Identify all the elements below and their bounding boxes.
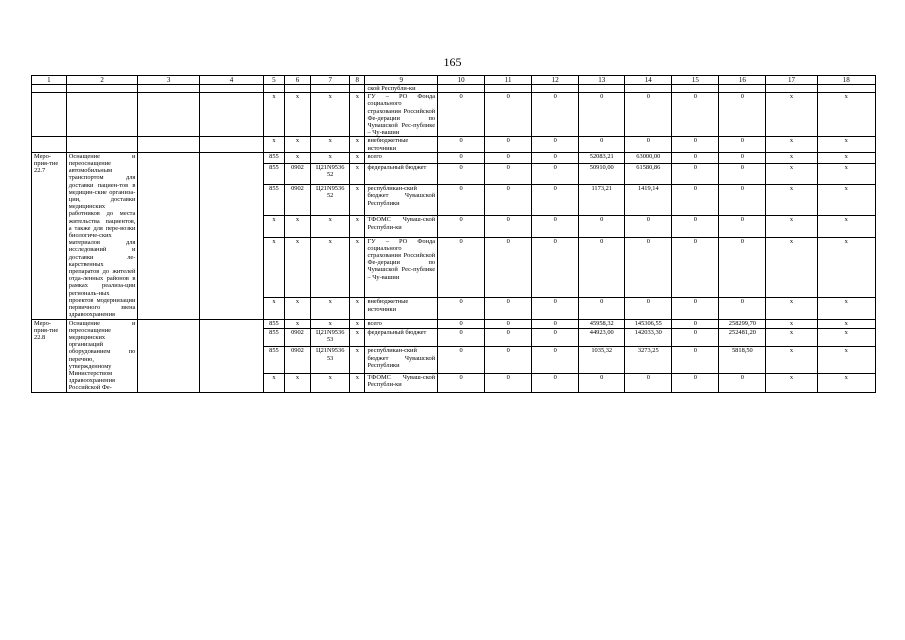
table-cell: x — [766, 93, 817, 137]
table-cell: x — [311, 319, 350, 329]
funding-source: ТФОМС Чуваш-ской Республи-ки — [365, 374, 438, 392]
table-cell: 0 — [719, 137, 766, 152]
table-cell: 0 — [625, 298, 672, 319]
table-cell — [766, 85, 817, 93]
table-cell: 855 — [264, 164, 284, 185]
table-row — [32, 137, 876, 152]
table-cell: 0 — [485, 185, 532, 216]
table-cell: 0 — [579, 137, 625, 152]
table-cell: 855 — [264, 319, 284, 329]
table-cell — [264, 85, 284, 93]
table-cell: x — [817, 137, 875, 152]
table-cell: 0 — [719, 298, 766, 319]
table-cell: x — [766, 152, 817, 163]
table-cell: x — [350, 237, 365, 298]
table-cell: 0 — [625, 137, 672, 152]
table-cell: 0 — [672, 152, 719, 163]
table-cell: x — [766, 319, 817, 329]
table-cell: 5818,50 — [719, 347, 766, 374]
table-cell — [138, 319, 199, 392]
table-cell — [438, 85, 485, 93]
column-header: 4 — [199, 76, 263, 85]
table-cell: x — [817, 152, 875, 163]
table-cell: 0 — [719, 164, 766, 185]
column-header: 16 — [719, 76, 766, 85]
table-cell: 0 — [532, 298, 579, 319]
table-cell: 0 — [485, 319, 532, 329]
column-header: 9 — [365, 76, 438, 85]
table-cell: 0 — [438, 137, 485, 152]
table-cell: 0 — [485, 329, 532, 347]
table-cell: 0 — [485, 137, 532, 152]
table-cell: 0 — [672, 93, 719, 137]
table-cell — [485, 85, 532, 93]
funding-source: внебюджетные источники — [365, 137, 438, 152]
table-cell: 0 — [579, 93, 625, 137]
table-cell: 0 — [532, 329, 579, 347]
table-cell: x — [311, 216, 350, 237]
column-header: 15 — [672, 76, 719, 85]
table-cell: x — [264, 298, 284, 319]
table-cell: x — [766, 374, 817, 392]
table-cell: 0 — [485, 164, 532, 185]
table-cell — [284, 85, 311, 93]
measure-label: Меро-прия-тие 22.8 — [32, 319, 67, 392]
measure-description: Оснащение и переоснащение автомобильным транспортом для доставки пациен-тов в медицин-ские организа-ции, доставки медицинских работников до места жительства пациентов, а также для пере-возки биологиче-ских материалов для исследований и доставки ле-карственных препаратов до жителей отда-ленных районов в рамках реализа-ции региональ-ных проектов модернизации первичного звена здравоохранения — [66, 152, 138, 319]
table-cell — [579, 85, 625, 93]
table-cell: 145306,55 — [625, 319, 672, 329]
table-cell — [138, 85, 199, 93]
table-cell: x — [817, 374, 875, 392]
table-cell: 0 — [438, 319, 485, 329]
table-cell: x — [766, 216, 817, 237]
table-cell: 0 — [672, 374, 719, 392]
table-cell: 0 — [438, 374, 485, 392]
table-cell — [199, 85, 263, 93]
column-header: 13 — [579, 76, 625, 85]
table-cell — [199, 137, 263, 152]
table-cell: x — [350, 152, 365, 163]
table-cell: x — [284, 137, 311, 152]
table-cell: 855 — [264, 152, 284, 163]
table-cell: 0 — [625, 237, 672, 298]
table-cell: 0 — [438, 347, 485, 374]
table-cell: x — [817, 164, 875, 185]
table-cell: 0 — [438, 164, 485, 185]
table-cell: x — [311, 374, 350, 392]
table-cell: 0 — [719, 93, 766, 137]
table-cell: 0 — [485, 347, 532, 374]
table-cell: 45958,32 — [579, 319, 625, 329]
column-header: 5 — [264, 76, 284, 85]
table-cell — [138, 152, 199, 319]
table-cell: 0 — [532, 93, 579, 137]
table-cell — [199, 152, 263, 319]
table-cell: 0 — [625, 216, 672, 237]
table-cell: 0 — [532, 319, 579, 329]
table-cell: 0 — [719, 237, 766, 298]
table-cell: 0 — [672, 185, 719, 216]
funding-source: ГУ – РО Фонда социального страхования Российской Фе-дерации по Чувашской Рес-публике – Чу-вашии — [365, 93, 438, 137]
table-cell — [532, 85, 579, 93]
table-cell: x — [766, 137, 817, 152]
table-cell: 3273,25 — [625, 347, 672, 374]
column-header: 18 — [817, 76, 875, 85]
column-header: 3 — [138, 76, 199, 85]
column-header: 11 — [485, 76, 532, 85]
table-cell: x — [284, 298, 311, 319]
table-cell: x — [350, 216, 365, 237]
table-cell: x — [766, 164, 817, 185]
table-cell: 0 — [672, 298, 719, 319]
measure-description: Оснащение и переоснащение медицинских организаций оборудованием по перечню, утвержденному Министерством здравоохранения Российской Фе- — [66, 319, 138, 392]
table-row — [32, 85, 876, 93]
table-cell — [66, 137, 138, 152]
table-cell: 0 — [438, 329, 485, 347]
funding-source: всего — [365, 319, 438, 329]
table-cell — [66, 85, 138, 93]
table-cell: 0 — [672, 216, 719, 237]
funding-source: республикан-ский бюджет Чувашской Республики — [365, 185, 438, 216]
table-cell: 50910,00 — [579, 164, 625, 185]
table-cell: x — [264, 216, 284, 237]
table-cell: 0 — [579, 216, 625, 237]
column-header: 17 — [766, 76, 817, 85]
table-cell: x — [264, 374, 284, 392]
table-cell: 61580,86 — [625, 164, 672, 185]
table-row — [32, 152, 876, 163]
table-cell: x — [311, 298, 350, 319]
table-cell: x — [766, 185, 817, 216]
table-cell: 0902 — [284, 347, 311, 374]
table-cell: x — [350, 319, 365, 329]
table-cell: x — [817, 216, 875, 237]
table-cell: 0 — [579, 237, 625, 298]
table-cell: 0 — [485, 93, 532, 137]
table-cell: x — [311, 93, 350, 137]
table-cell: Ц21N9536 53 — [311, 329, 350, 347]
table-cell: 0 — [719, 185, 766, 216]
table-cell: 0 — [672, 319, 719, 329]
table-cell — [32, 85, 67, 93]
table-cell: x — [284, 374, 311, 392]
table-cell: 0 — [438, 216, 485, 237]
table-cell: 855 — [264, 329, 284, 347]
table-cell — [625, 85, 672, 93]
table-cell: 0 — [579, 298, 625, 319]
table-cell: 0 — [438, 298, 485, 319]
column-header: 12 — [532, 76, 579, 85]
table-cell: 0 — [485, 152, 532, 163]
table-cell: 0 — [719, 374, 766, 392]
table-cell: 0 — [672, 137, 719, 152]
table-cell — [350, 85, 365, 93]
table-cell — [672, 85, 719, 93]
table-cell: 0 — [438, 185, 485, 216]
table-cell: 44923,00 — [579, 329, 625, 347]
table-cell: 0 — [485, 237, 532, 298]
funding-source: федеральный бюджет — [365, 329, 438, 347]
table-cell: 0902 — [284, 329, 311, 347]
table-cell: x — [817, 347, 875, 374]
table-cell: x — [350, 374, 365, 392]
table-cell: x — [350, 93, 365, 137]
table-cell: 0 — [672, 237, 719, 298]
table-cell: x — [311, 237, 350, 298]
column-header: 2 — [66, 76, 138, 85]
table-cell — [817, 85, 875, 93]
table-cell: x — [311, 152, 350, 163]
table-cell: Ц21N9536 52 — [311, 185, 350, 216]
table-cell: 0 — [532, 137, 579, 152]
funding-source: ТФОМС Чуваш-ской Республи-ки — [365, 216, 438, 237]
table-cell: 0 — [532, 185, 579, 216]
table-cell: x — [350, 347, 365, 374]
table-cell — [311, 85, 350, 93]
table-cell: Ц21N9536 53 — [311, 347, 350, 374]
table-cell: x — [264, 137, 284, 152]
funding-source: федеральный бюджет — [365, 164, 438, 185]
table-cell — [199, 319, 263, 392]
table-cell: 1173,21 — [579, 185, 625, 216]
table-cell: 0 — [625, 93, 672, 137]
column-header: 14 — [625, 76, 672, 85]
table-cell: 258299,70 — [719, 319, 766, 329]
table-cell: 0 — [625, 374, 672, 392]
table-cell — [138, 93, 199, 137]
table-cell: x — [284, 216, 311, 237]
table-cell: 0 — [438, 152, 485, 163]
table-cell: x — [817, 329, 875, 347]
table-cell: 855 — [264, 185, 284, 216]
table-cell: 0902 — [284, 185, 311, 216]
column-header: 7 — [311, 76, 350, 85]
table-cell: 52083,21 — [579, 152, 625, 163]
page-number: 165 — [443, 55, 462, 69]
table-cell: 252481,20 — [719, 329, 766, 347]
column-header: 8 — [350, 76, 365, 85]
table-row — [32, 93, 876, 137]
table-cell: 855 — [264, 347, 284, 374]
table-cell: 0 — [438, 93, 485, 137]
table-cell: 0 — [532, 216, 579, 237]
table-cell: x — [766, 347, 817, 374]
table-cell: 0 — [719, 216, 766, 237]
table-cell: x — [311, 137, 350, 152]
table-cell: 0 — [532, 374, 579, 392]
table-cell: 0 — [532, 347, 579, 374]
table-cell — [32, 93, 67, 137]
table-cell — [199, 93, 263, 137]
table-cell: x — [350, 137, 365, 152]
table-cell: Ц21N9536 52 — [311, 164, 350, 185]
table-cell: 1035,32 — [579, 347, 625, 374]
table-cell: 0 — [672, 164, 719, 185]
table-cell: x — [284, 319, 311, 329]
table-cell: 0902 — [284, 164, 311, 185]
table-cell: 0 — [579, 374, 625, 392]
table-cell: 0 — [485, 216, 532, 237]
table-cell: x — [766, 298, 817, 319]
table-cell — [32, 137, 67, 152]
table-cell: 0 — [672, 329, 719, 347]
table-cell — [719, 85, 766, 93]
header-row — [32, 76, 876, 85]
funding-source: ской Республи-ки — [365, 85, 438, 93]
column-header: 10 — [438, 76, 485, 85]
table-cell: x — [264, 237, 284, 298]
table-cell: 142033,30 — [625, 329, 672, 347]
table-cell: x — [766, 329, 817, 347]
table-cell — [66, 93, 138, 137]
table-cell: x — [817, 319, 875, 329]
table-cell: x — [284, 237, 311, 298]
table-cell: x — [350, 329, 365, 347]
column-header: 6 — [284, 76, 311, 85]
table-cell — [138, 137, 199, 152]
table-cell: 0 — [719, 152, 766, 163]
table-cell: x — [817, 298, 875, 319]
table-cell: 0 — [532, 152, 579, 163]
table-cell: 0 — [438, 237, 485, 298]
table-cell: 0 — [532, 164, 579, 185]
funding-source: ГУ – РО Фонда социального страхования Российской Фе-дерации по Чувашской Рес-публике – Чу-вашии — [365, 237, 438, 298]
funding-source: внебюджетные источники — [365, 298, 438, 319]
table-cell: x — [284, 152, 311, 163]
table-cell: x — [817, 93, 875, 137]
funding-source: республикан-ский бюджет Чувашской Республики — [365, 347, 438, 374]
budget-table — [31, 75, 876, 393]
measure-label: Меро-прия-тие 22.7 — [32, 152, 67, 319]
table-cell: 1419,14 — [625, 185, 672, 216]
table-cell: x — [350, 298, 365, 319]
table-cell: x — [766, 237, 817, 298]
table-cell: 0 — [485, 298, 532, 319]
table-cell: x — [817, 237, 875, 298]
table-cell: 63000,00 — [625, 152, 672, 163]
column-header: 1 — [32, 76, 67, 85]
table-row — [32, 319, 876, 329]
table-cell: 0 — [532, 237, 579, 298]
table-cell: x — [264, 93, 284, 137]
table-cell: x — [817, 185, 875, 216]
table-cell: x — [350, 164, 365, 185]
table-cell: x — [284, 93, 311, 137]
funding-source: всего — [365, 152, 438, 163]
table-cell: 0 — [485, 374, 532, 392]
table-cell: 0 — [672, 347, 719, 374]
table-cell: x — [350, 185, 365, 216]
